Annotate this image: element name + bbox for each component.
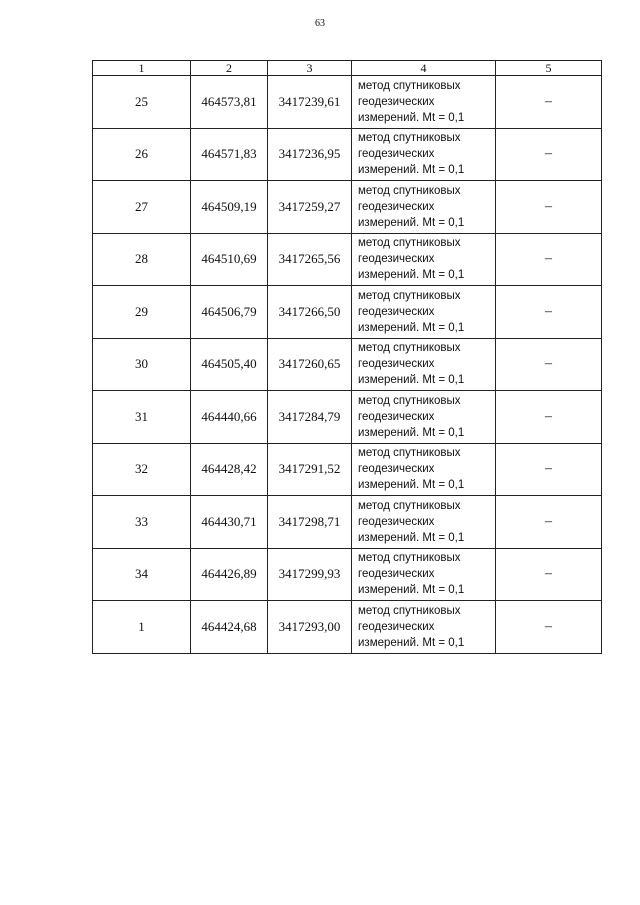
table-row bbox=[93, 181, 602, 234]
point-number-cell: 30 bbox=[93, 338, 191, 391]
point-number-cell: 31 bbox=[93, 391, 191, 444]
method-line: геодезических bbox=[358, 568, 435, 581]
table-row bbox=[93, 128, 602, 181]
method-line: геодезических bbox=[358, 515, 435, 528]
method-line: метод спутниковых bbox=[358, 604, 461, 617]
method-line: измерений. Mt = 0,1 bbox=[358, 426, 465, 439]
table-row bbox=[93, 286, 602, 339]
coordinate-y-cell: 3417236,95 bbox=[268, 128, 352, 181]
coordinate-y-cell: 3417293,00 bbox=[268, 601, 352, 654]
note-cell: – bbox=[496, 601, 602, 654]
table-row bbox=[93, 233, 602, 286]
table-row bbox=[93, 443, 602, 496]
point-number-cell: 25 bbox=[93, 76, 191, 129]
method-cell bbox=[352, 391, 496, 444]
column-header-2: 2 bbox=[191, 61, 268, 76]
column-header-5: 5 bbox=[496, 61, 602, 76]
point-number-cell: 26 bbox=[93, 128, 191, 181]
note-cell: – bbox=[496, 548, 602, 601]
method-line: геодезических bbox=[358, 620, 435, 633]
point-number-cell: 33 bbox=[93, 496, 191, 549]
method-line: геодезических bbox=[358, 305, 435, 318]
note-cell: – bbox=[496, 496, 602, 549]
method-line: измерений. Mt = 0,1 bbox=[358, 584, 465, 597]
note-cell: – bbox=[496, 338, 602, 391]
method-line: метод спутниковых bbox=[358, 342, 461, 355]
note-cell: – bbox=[496, 76, 602, 129]
coordinate-y-cell: 3417266,50 bbox=[268, 286, 352, 339]
method-line: геодезических bbox=[358, 148, 435, 161]
method-line: измерений. Mt = 0,1 bbox=[358, 269, 465, 282]
method-line: метод спутниковых bbox=[358, 132, 461, 145]
coordinate-x-cell: 464430,71 bbox=[191, 496, 268, 549]
table-row bbox=[93, 601, 602, 654]
table-row bbox=[93, 548, 602, 601]
method-line: метод спутниковых bbox=[358, 289, 461, 302]
note-cell: – bbox=[496, 181, 602, 234]
point-number-cell: 29 bbox=[93, 286, 191, 339]
method-cell bbox=[352, 548, 496, 601]
page-number: 63 bbox=[315, 18, 325, 29]
method-line: геодезических bbox=[358, 410, 435, 423]
method-cell bbox=[352, 181, 496, 234]
coordinate-y-cell: 3417260,65 bbox=[268, 338, 352, 391]
coordinate-x-cell: 464509,19 bbox=[191, 181, 268, 234]
method-line: метод спутниковых bbox=[358, 237, 461, 250]
point-number-cell: 34 bbox=[93, 548, 191, 601]
coordinate-y-cell: 3417284,79 bbox=[268, 391, 352, 444]
table-row bbox=[93, 391, 602, 444]
point-number-cell: 27 bbox=[93, 181, 191, 234]
method-line: метод спутниковых bbox=[358, 499, 461, 512]
coordinate-x-cell: 464510,69 bbox=[191, 233, 268, 286]
coordinate-y-cell: 3417239,61 bbox=[268, 76, 352, 129]
coordinate-y-cell: 3417298,71 bbox=[268, 496, 352, 549]
coordinate-y-cell: 3417259,27 bbox=[268, 181, 352, 234]
coordinate-x-cell: 464428,42 bbox=[191, 443, 268, 496]
method-line: метод спутниковых bbox=[358, 447, 461, 460]
coordinates-table bbox=[92, 60, 602, 654]
point-number-cell: 32 bbox=[93, 443, 191, 496]
method-cell bbox=[352, 128, 496, 181]
note-cell: – bbox=[496, 286, 602, 339]
method-line: измерений. Mt = 0,1 bbox=[358, 216, 465, 229]
coordinate-x-cell: 464440,66 bbox=[191, 391, 268, 444]
note-cell: – bbox=[496, 233, 602, 286]
table-row bbox=[93, 496, 602, 549]
coordinate-x-cell: 464571,83 bbox=[191, 128, 268, 181]
method-line: измерений. Mt = 0,1 bbox=[358, 531, 465, 544]
coordinate-x-cell: 464506,79 bbox=[191, 286, 268, 339]
coordinate-y-cell: 3417299,93 bbox=[268, 548, 352, 601]
coordinate-x-cell: 464573,81 bbox=[191, 76, 268, 129]
table-row bbox=[93, 338, 602, 391]
method-line: метод спутниковых bbox=[358, 79, 461, 92]
method-line: геодезических bbox=[358, 463, 435, 476]
method-line: метод спутниковых bbox=[358, 552, 461, 565]
coordinate-x-cell: 464424,68 bbox=[191, 601, 268, 654]
method-cell bbox=[352, 338, 496, 391]
method-line: геодезических bbox=[358, 95, 435, 108]
method-line: измерений. Mt = 0,1 bbox=[358, 111, 465, 124]
coordinate-x-cell: 464505,40 bbox=[191, 338, 268, 391]
point-number-cell: 28 bbox=[93, 233, 191, 286]
coordinate-y-cell: 3417291,52 bbox=[268, 443, 352, 496]
method-cell bbox=[352, 443, 496, 496]
method-cell bbox=[352, 76, 496, 129]
method-line: метод спутниковых bbox=[358, 184, 461, 197]
method-line: измерений. Mt = 0,1 bbox=[358, 479, 465, 492]
method-line: измерений. Mt = 0,1 bbox=[358, 321, 465, 334]
method-line: геодезических bbox=[358, 358, 435, 371]
point-number-cell: 1 bbox=[93, 601, 191, 654]
note-cell: – bbox=[496, 391, 602, 444]
method-line: метод спутниковых bbox=[358, 394, 461, 407]
note-cell: – bbox=[496, 443, 602, 496]
method-line: измерений. Mt = 0,1 bbox=[358, 374, 465, 387]
method-cell bbox=[352, 286, 496, 339]
method-line: геодезических bbox=[358, 200, 435, 213]
column-header-4: 4 bbox=[352, 61, 496, 76]
note-cell: – bbox=[496, 128, 602, 181]
method-cell bbox=[352, 496, 496, 549]
coordinate-y-cell: 3417265,56 bbox=[268, 233, 352, 286]
coordinate-x-cell: 464426,89 bbox=[191, 548, 268, 601]
column-header-1: 1 bbox=[93, 61, 191, 76]
table-header-row bbox=[93, 61, 602, 76]
method-cell bbox=[352, 601, 496, 654]
method-cell bbox=[352, 233, 496, 286]
method-line: измерений. Mt = 0,1 bbox=[358, 164, 465, 177]
method-line: измерений. Mt = 0,1 bbox=[358, 636, 465, 649]
column-header-3: 3 bbox=[268, 61, 352, 76]
table-row bbox=[93, 76, 602, 129]
method-line: геодезических bbox=[358, 253, 435, 266]
